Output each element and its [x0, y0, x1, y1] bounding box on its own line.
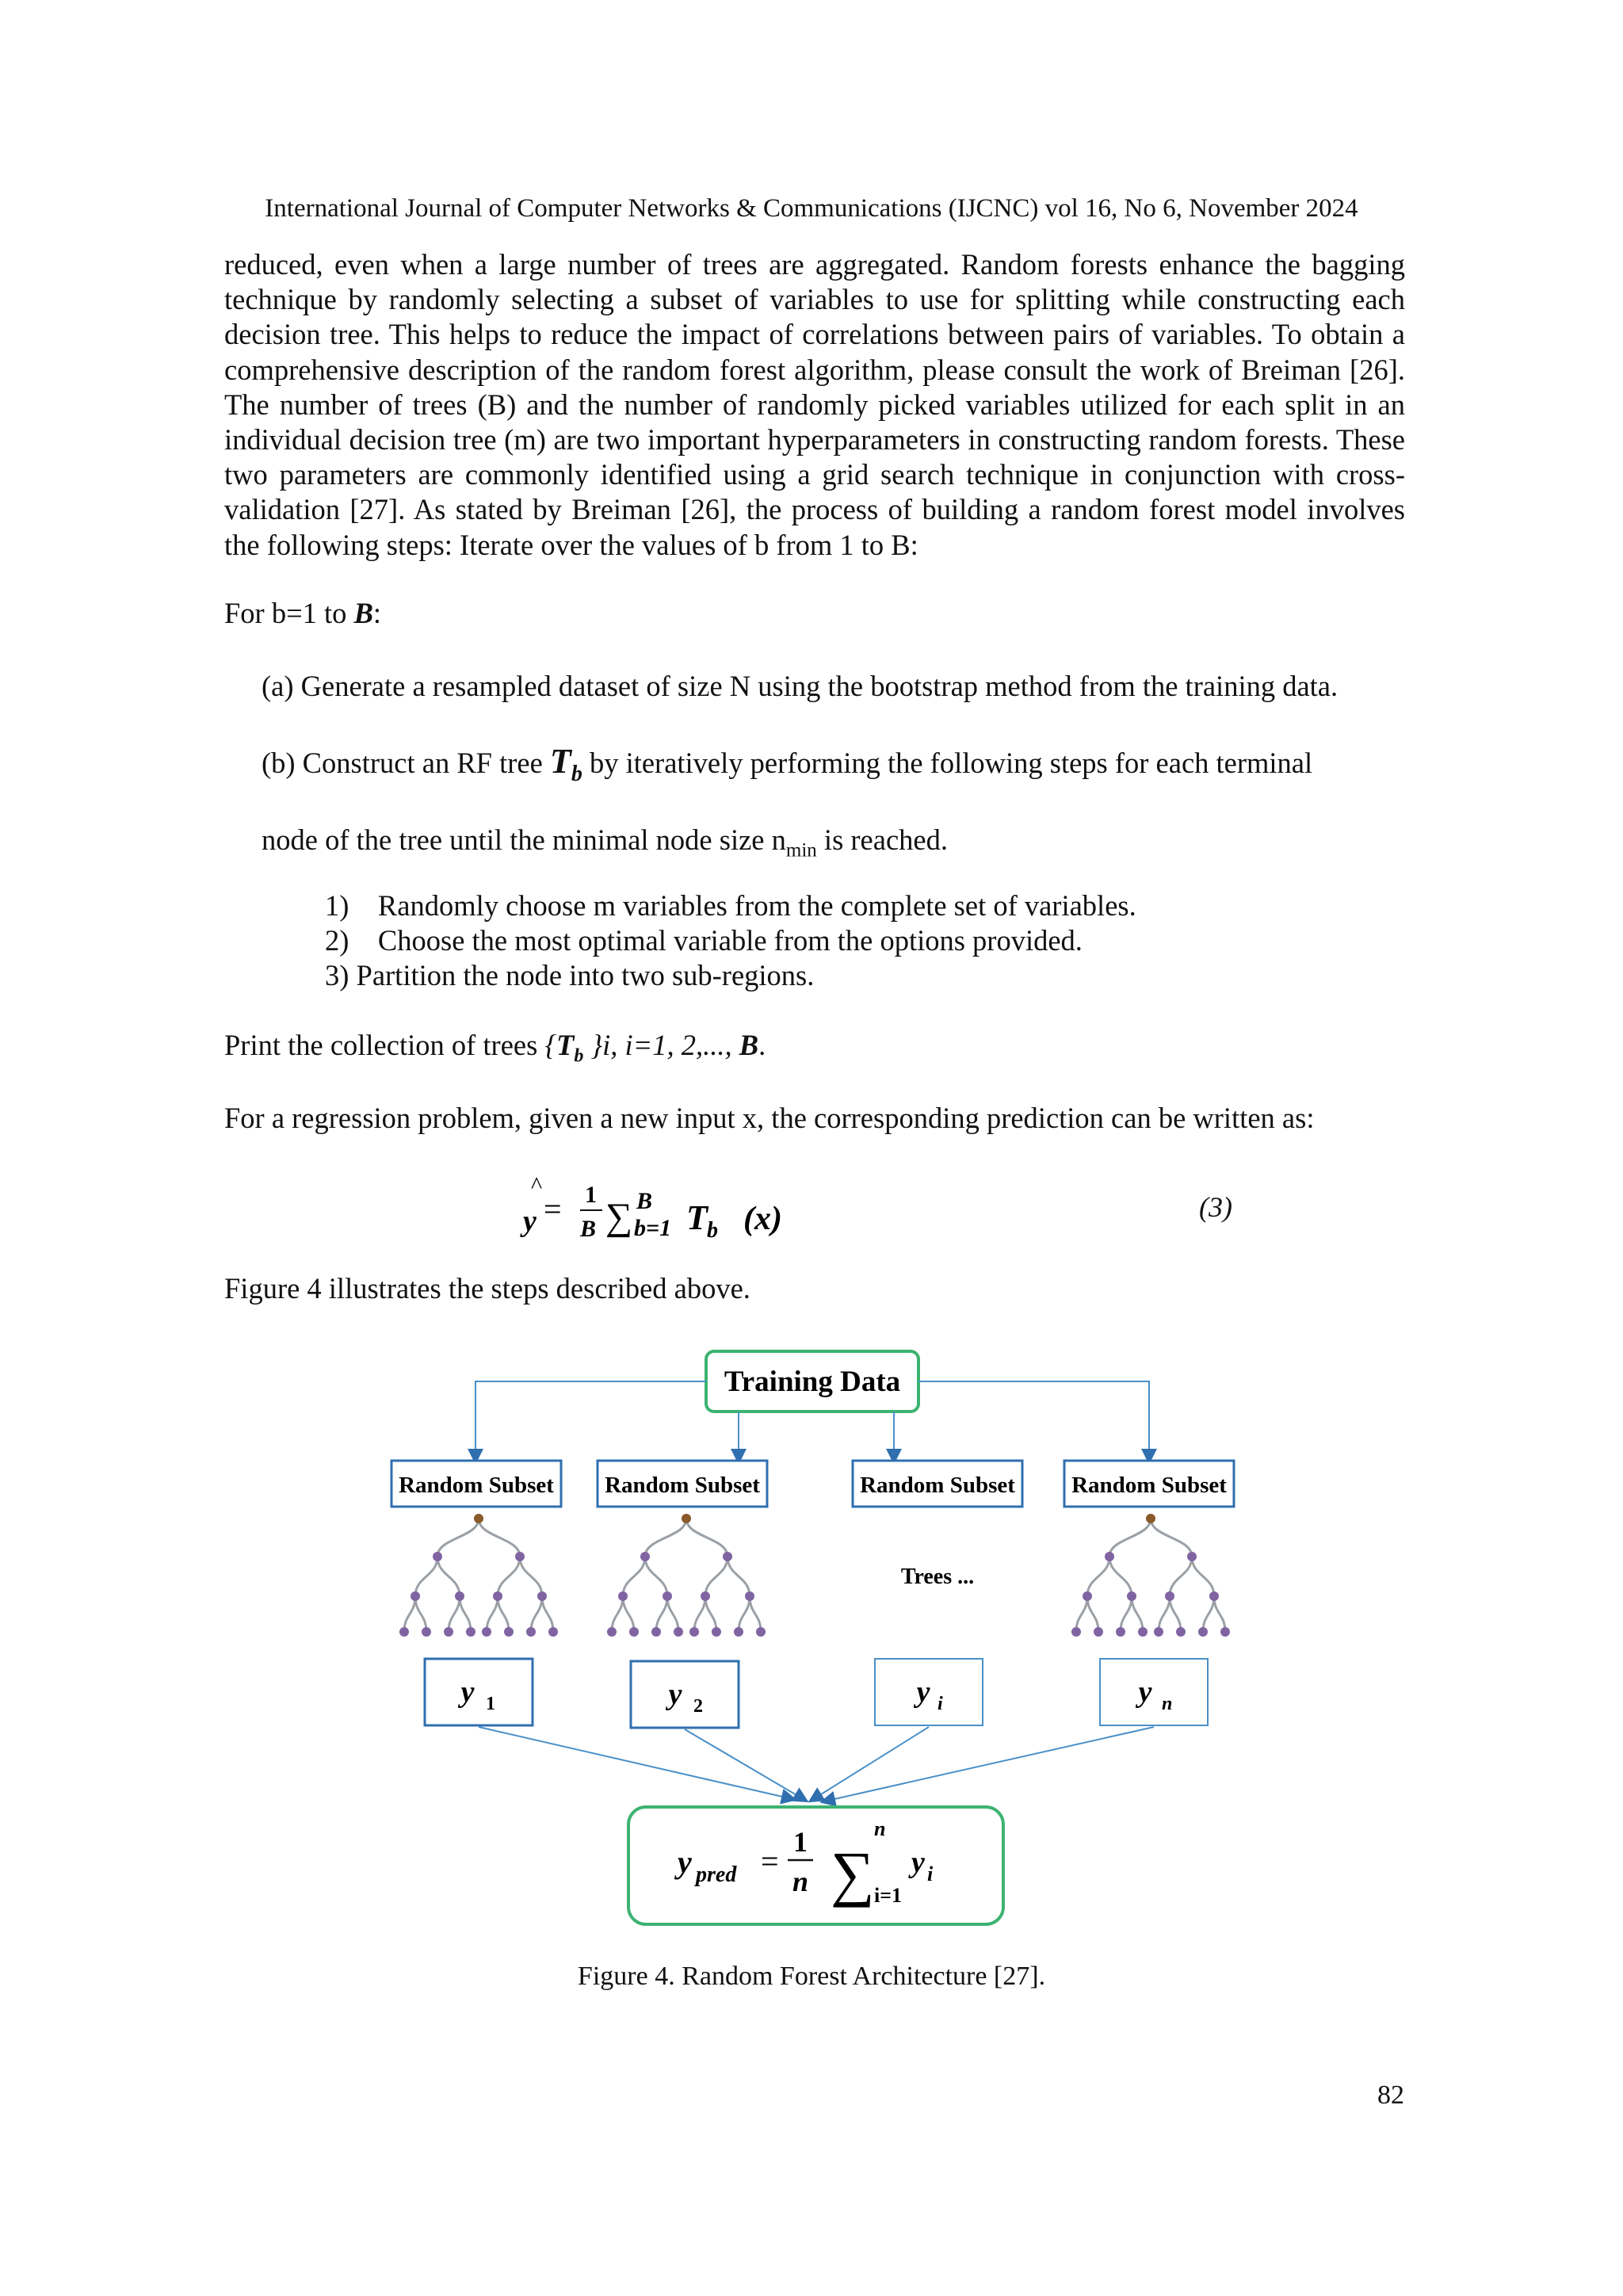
tree-branch [1203, 1596, 1214, 1632]
tree-leaf-node [548, 1627, 558, 1637]
nmin-subscript: min [785, 839, 817, 861]
output-yn: y [1138, 1675, 1152, 1709]
tree-node [1187, 1552, 1197, 1561]
tree-leaf-node [674, 1627, 683, 1637]
tree-branch [1076, 1596, 1087, 1632]
tree-branch [686, 1519, 727, 1557]
for-loop-var: B [353, 597, 373, 629]
tree-branch [1109, 1557, 1132, 1596]
tree-branch [623, 1596, 634, 1632]
equation-number: (3) [1199, 1191, 1232, 1223]
tree-node [1083, 1591, 1092, 1601]
tree-branch [1192, 1557, 1214, 1596]
page-number: 82 [1377, 2080, 1404, 2110]
arrow-yi-to-pred [815, 1727, 929, 1798]
eq-sum-sup: B [636, 1188, 653, 1214]
tree-branch [479, 1519, 520, 1557]
tree-branch [750, 1596, 761, 1632]
training-data-label: Training Data [724, 1366, 901, 1398]
tree-branch [449, 1596, 460, 1632]
tree-node [411, 1591, 420, 1601]
tree-branch [623, 1557, 645, 1596]
random-subset-1-label: Random Subset [399, 1473, 554, 1498]
output-y2-sub: 2 [693, 1696, 703, 1717]
tree-symbol-sub: b [571, 761, 582, 786]
output-yn-sub: n [1162, 1694, 1173, 1714]
tree-branch [705, 1596, 716, 1632]
tree-leaf-node [1154, 1627, 1163, 1637]
step-b-prefix: (b) Construct an RF tree [262, 747, 550, 779]
eq-t: T [686, 1198, 708, 1237]
pred-sum: ∑ [831, 1839, 875, 1908]
tree-branch [531, 1596, 542, 1632]
tree-leaf-node [504, 1627, 514, 1637]
tree-node [537, 1591, 547, 1601]
tree-node [433, 1552, 442, 1561]
eq-denominator: B [580, 1216, 597, 1242]
output-yi: y [916, 1675, 930, 1709]
tree-node [663, 1591, 672, 1601]
pred-equals: = [761, 1843, 779, 1879]
substep-2: 2) Choose the most optimal variable from the options provided. [325, 924, 1083, 957]
tree-leaf-node [712, 1627, 721, 1637]
tree-branch [415, 1557, 437, 1596]
tree-node [1209, 1591, 1219, 1601]
eq-numerator: 1 [585, 1182, 597, 1208]
tree-branch [415, 1596, 426, 1632]
tree-branch [612, 1596, 623, 1632]
tree-leaf-node [734, 1627, 743, 1637]
tree-leaf-node [1094, 1627, 1103, 1637]
output-yi-sub: i [938, 1694, 943, 1714]
tree-branch [694, 1596, 705, 1632]
journal-header: International Journal of Computer Networks & Communications (IJCNC) vol 16, No 6, November 2024 [265, 194, 1358, 223]
tree-branch [1087, 1557, 1109, 1596]
pred-rhs-sub: i [927, 1862, 934, 1885]
arrow-to-subset-4 [918, 1381, 1149, 1457]
tree-leaf-node [399, 1627, 409, 1637]
figure-caption: Figure 4. Random Forest Architecture [27]. [577, 1962, 1046, 1991]
eq-sum-sub: b=1 [634, 1215, 672, 1241]
step-b-line2-prefix: node of the tree until the minimal node size n [262, 823, 786, 856]
output-y1: y [460, 1675, 475, 1709]
tree-leaf-node [651, 1627, 661, 1637]
tree-branch [487, 1596, 498, 1632]
tree-node [701, 1591, 710, 1601]
tree-node [745, 1591, 754, 1601]
arrow-yn-to-pred [827, 1727, 1154, 1801]
tree-leaf-node [444, 1627, 453, 1637]
tree-branch [437, 1519, 479, 1557]
body-paragraph: reduced, even when a large number of trees are aggregated. Random forests enhance the bagging technique by randomly selecting a subset of variables to use for splitting while constructing each decision tree. This helps to reduce the impact of correlations between pairs of variables. To obtain a comprehensive description of the random forest algorithm, please consult the work of Breiman [26]. The number of trees (B) and the number of randomly picked variables utilized for each split in an individual decision tree (m) are two important hyperparameters in constructing random forests. These two parameters are commonly identified using a grid search technique in conjunction with cross-validation [27]. As stated by Breiman [26], the process of building a random forest model involves the following steps: Iterate over the values of b from 1 to B: [224, 248, 1405, 561]
pred-rhs: y [911, 1846, 925, 1879]
tree-branch [498, 1596, 509, 1632]
tree-branch [1121, 1596, 1132, 1632]
tree-branch [1132, 1596, 1143, 1632]
tree-node [1165, 1591, 1174, 1601]
tree-node [515, 1552, 525, 1561]
tree-node [493, 1591, 502, 1601]
tree-leaf-node [689, 1627, 699, 1637]
tree-leaf-node [482, 1627, 491, 1637]
tree-leaf-node [422, 1627, 431, 1637]
print-prefix: Print the collection of trees [224, 1029, 545, 1061]
step-b-suffix: by iteratively performing the following steps for each terminal [582, 747, 1313, 779]
print-set-open: { [544, 1029, 557, 1061]
tree-node [455, 1591, 464, 1601]
tree-branch [520, 1557, 542, 1596]
pred-sum-sup: n [874, 1817, 886, 1840]
trees-ellipsis-label: Trees ... [900, 1564, 975, 1589]
tree-branch [1109, 1519, 1151, 1557]
tree-branch [667, 1596, 678, 1632]
tree-leaf-node [607, 1627, 617, 1637]
print-b: B [739, 1029, 759, 1061]
tree-branch [460, 1596, 471, 1632]
tree-leaf-node [1071, 1627, 1081, 1637]
output-y2: y [668, 1678, 682, 1711]
pred-lhs: y [678, 1844, 692, 1880]
substep-1: 1) Randomly choose m variables from the complete set of variables. [325, 889, 1136, 922]
tree-leaf-node [526, 1627, 536, 1637]
tree-branch [645, 1557, 667, 1596]
random-subset-2-label: Random Subset [605, 1473, 760, 1498]
tree-branch [1151, 1519, 1192, 1557]
eq-y: y [523, 1205, 537, 1238]
eq-hat: ^ [531, 1172, 543, 1198]
tree-branch [1087, 1596, 1098, 1632]
tree-branch [404, 1596, 415, 1632]
step-a: (a) Generate a resampled dataset of size N using the bootstrap method from the training data. [262, 670, 1338, 702]
pred-sum-sub: i=1 [874, 1884, 903, 1907]
random-subset-3-label: Random Subset [860, 1473, 1015, 1498]
eq-t-sub: b [707, 1218, 718, 1243]
pred-denominator: n [792, 1866, 809, 1897]
print-t-sub: b [574, 1045, 584, 1067]
tree-node [640, 1552, 650, 1561]
substep-3: 3) Partition the node into two sub-regions. [325, 959, 815, 991]
figure-intro: Figure 4 illustrates the steps described above. [224, 1272, 750, 1305]
tree-branch [1159, 1596, 1170, 1632]
tree-branch [1170, 1596, 1181, 1632]
regression-line: For a regression problem, given a new input x, the corresponding prediction can be written as: [224, 1102, 1315, 1134]
random-subset-4-label: Random Subset [1071, 1473, 1227, 1498]
tree-branch [645, 1519, 686, 1557]
print-set-rest: }i, i=1, 2,..., [583, 1029, 739, 1061]
tree-root-node [474, 1514, 483, 1523]
output-y1-box [425, 1659, 533, 1725]
tree-root-node [682, 1514, 691, 1523]
for-loop-suffix: : [372, 597, 382, 629]
tree-symbol-t: T [549, 742, 571, 781]
for-loop-prefix: For b=1 to [224, 597, 354, 629]
tree-branch [727, 1557, 750, 1596]
output-y2-box [631, 1661, 739, 1728]
tree-leaf-node [1138, 1627, 1148, 1637]
tree-branch [705, 1557, 727, 1596]
tree-branch [1214, 1596, 1225, 1632]
pred-lhs-sub: pred [696, 1862, 737, 1887]
tree-branch [498, 1557, 520, 1596]
tree-leaf-node [1198, 1627, 1208, 1637]
tree-leaf-node [629, 1627, 639, 1637]
tree-root-node [1146, 1514, 1155, 1523]
output-y1-sub: 1 [486, 1694, 495, 1714]
arrow-to-subset-1 [475, 1381, 706, 1457]
tree-leaf-node [1220, 1627, 1230, 1637]
decision-trees [399, 1514, 1230, 1637]
tree-leaf-node [466, 1627, 475, 1637]
tree-node [723, 1552, 732, 1561]
pred-numerator: 1 [793, 1826, 808, 1858]
print-t: T [556, 1029, 575, 1061]
tree-branch [1170, 1557, 1192, 1596]
eq-arg: (x) [743, 1201, 782, 1237]
tree-leaf-node [1176, 1627, 1186, 1637]
tree-branch [739, 1596, 750, 1632]
tree-branch [656, 1596, 667, 1632]
tree-branch [542, 1596, 553, 1632]
tree-node [1127, 1591, 1136, 1601]
tree-leaf-node [1116, 1627, 1125, 1637]
tree-branch [437, 1557, 460, 1596]
output-yn-box [1100, 1659, 1208, 1725]
eq-sum: ∑ [605, 1196, 633, 1238]
eq-equals: = [544, 1191, 562, 1227]
tree-node [1105, 1552, 1114, 1561]
print-end: . [758, 1029, 766, 1061]
tree-node [618, 1591, 628, 1601]
step-b-line2-suffix: is reached. [816, 823, 948, 856]
tree-leaf-node [756, 1627, 766, 1637]
